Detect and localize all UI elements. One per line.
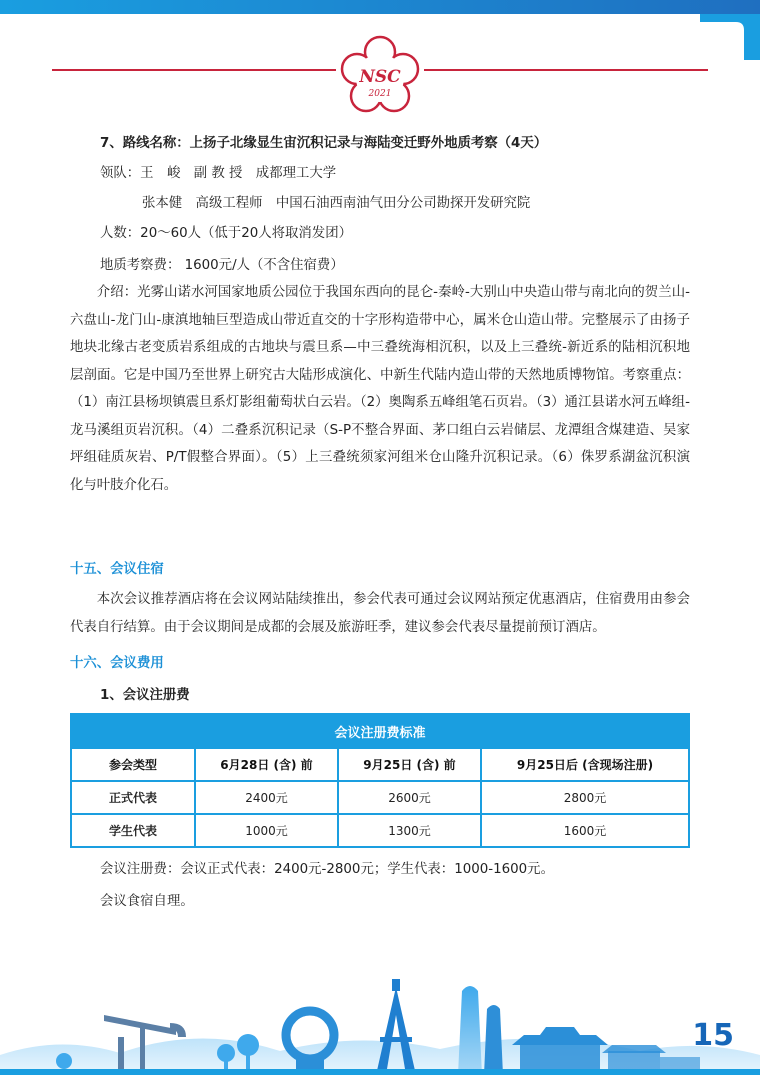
- route-fee: 地质考察费： 1600元/人（不含住宿费）: [100, 258, 344, 273]
- table-cell: 1600元: [481, 814, 689, 847]
- section-16-heading: 十六、会议费用: [70, 656, 164, 671]
- header-rule-right: [424, 69, 708, 71]
- table-header-cell: 9月25日 (含) 前: [338, 748, 481, 781]
- section-15-heading: 十五、会议住宿: [70, 562, 164, 577]
- section-16-subheading: 1、会议注册费: [100, 688, 190, 703]
- table-header-cell: 9月25日后 (含现场注册): [481, 748, 689, 781]
- route-leader-2: 张本健 高级工程师 中国石油西南油气田分公司勘探开发研究院: [142, 196, 531, 211]
- table-cell: 1000元: [195, 814, 338, 847]
- table-header-cell: 参会类型: [71, 748, 195, 781]
- table-cell: 学生代表: [71, 814, 195, 847]
- logo-year: 2021: [368, 89, 392, 99]
- table-cell: 2400元: [195, 781, 338, 814]
- route-leader-1: 领队：王 峻 副 教 授 成都理工大学: [100, 166, 337, 181]
- route-intro: 介绍：光雾山诺水河国家地质公园位于我国东西向的昆仑-秦岭-大别山中央造山带与南北向的贺兰山-六盘山-龙门山-康滇地轴巨型造成山带近直交的十字形构造带中心，属米仓山造山带。完整展示了由扬子地块北缘古老变质岩系组成的古地块与震旦系—中三叠统海相沉积，以及上三叠统-新近系的陆相沉积地层剖面。它是中国乃至世界上研究古大陆形成演化、中新生代陆内造山带的天然地质博物馆。考察重点：（1）南江县杨坝镇震旦系灯影组葡萄状白云岩。（2）奥陶系五峰组笔石页岩。（3）通江县诺水河五峰组-龙马溪组页岩沉积。（4）二叠系沉积记录（S-P不整合界面、茅口组白云岩储层、龙潭组含煤建造、吴家坪组硅质灰岩、P/T假整合界面）。（5）上三叠统须家河组米仓山隆升沉积记录。（6）侏罗系湖盆沉积演化与叶肢介化石。: [70, 285, 690, 493]
- table-cell: 2800元: [481, 781, 689, 814]
- table-row: [71, 814, 689, 847]
- table-caption: 会议注册费标准: [71, 714, 689, 748]
- page-number: 15: [692, 1018, 734, 1053]
- skyline-illustration: [0, 965, 760, 1075]
- table-cell: 正式代表: [71, 781, 195, 814]
- table-cell: 2600元: [338, 781, 481, 814]
- registration-fee-table: [70, 713, 690, 848]
- section-15-text: 本次会议推荐酒店将在会议网站陆续推出，参会代表可通过会议网站预定优惠酒店，住宿费用由参会代表自行结算。由于会议期间是成都的会展及旅游旺季，建议参会代表尽量提前预订酒店。: [70, 592, 690, 635]
- nsc-logo: [336, 32, 424, 120]
- logo-text: NSC: [359, 67, 401, 87]
- route-people: 人数：20～60人（低于20人将取消发团）: [100, 226, 352, 241]
- table-row: [71, 781, 689, 814]
- header-rule-left: [52, 69, 336, 71]
- table-cell: 1300元: [338, 814, 481, 847]
- route-title: 7、路线名称：上扬子北缘显生宙沉积记录与海陆变迁野外地质考察（4天）: [100, 136, 548, 151]
- fee-summary: 会议注册费：会议正式代表：2400元-2800元；学生代表：1000-1600元。: [100, 862, 554, 877]
- fee-note: 会议食宿自理。: [100, 894, 194, 909]
- table-header-cell: 6月28日 (含) 前: [195, 748, 338, 781]
